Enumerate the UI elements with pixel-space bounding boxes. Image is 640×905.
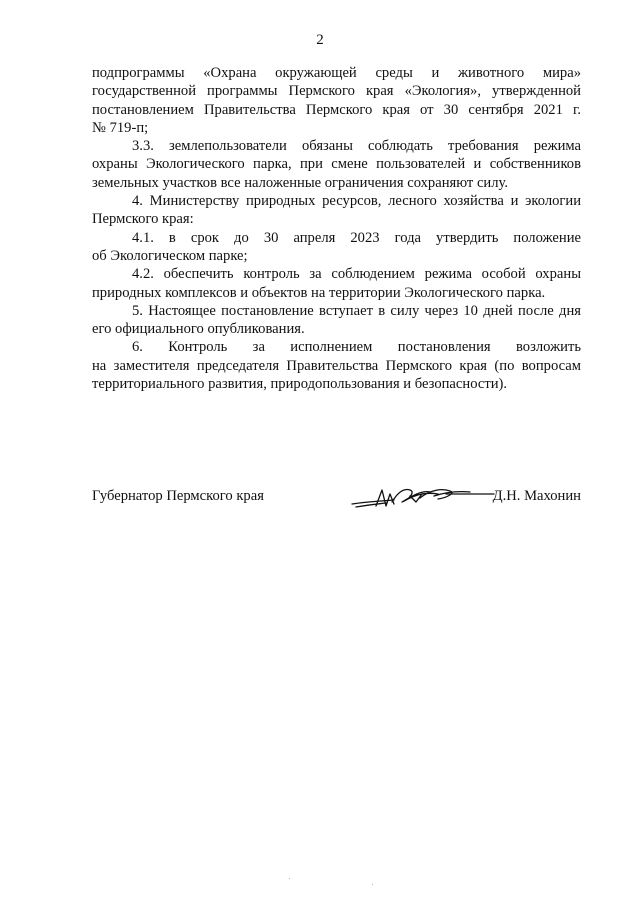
text-line: 5. Настоящее постановление вступает в силу через 10 дней после дня bbox=[132, 302, 581, 319]
text-line: государственной программы Пермского края «Экология», утвержденной bbox=[92, 83, 581, 100]
text-line: 3.3. землепользователи обязаны соблюдать требования режима bbox=[132, 138, 581, 155]
text-line: 4. Министерству природных ресурсов, лесного хозяйства и экологии bbox=[132, 193, 581, 210]
text-line: территориального развития, природопользования и безопасности). bbox=[92, 376, 508, 393]
page-number: 2 bbox=[316, 32, 324, 48]
text-line: № 719-п; bbox=[92, 119, 149, 136]
text-line: об Экологическом парке; bbox=[92, 247, 248, 264]
text-line: подпрограммы «Охрана окружающей среды и животного мира» bbox=[92, 65, 581, 81]
scan-speck bbox=[289, 878, 290, 879]
text-line: на заместителя председателя Правительства Пермского края (по вопросам bbox=[92, 357, 581, 374]
paragraph-3-3 bbox=[92, 137, 581, 192]
scan-speck bbox=[372, 884, 373, 885]
text-line: охраны Экологического парка, при смене пользователей и собственников bbox=[92, 156, 581, 173]
paragraph-4-1 bbox=[92, 229, 581, 266]
handwritten-signature bbox=[346, 482, 496, 512]
text-line: 4.2. обеспечить контроль за соблюдением режима особой охраны bbox=[132, 266, 581, 283]
signatory-name: Д.Н. Махонин bbox=[492, 488, 581, 504]
signature-block bbox=[92, 488, 581, 528]
text-line: природных комплексов и объектов на территории Экологического парка. bbox=[92, 284, 546, 301]
document-body bbox=[92, 64, 581, 393]
paragraph-4 bbox=[92, 192, 581, 229]
paragraph-5 bbox=[92, 302, 581, 339]
paragraph-continuation bbox=[92, 64, 581, 137]
text-line: 6. Контроль за исполнением постановления возложить bbox=[132, 339, 581, 356]
text-line: земельных участков все наложенные ограничения сохраняют силу. bbox=[92, 174, 509, 191]
paragraph-6 bbox=[92, 338, 581, 393]
text-line: 4.1. в срок до 30 апреля 2023 года утвердить положение bbox=[132, 229, 581, 246]
text-line: постановлением Правительства Пермского края от 30 сентября 2021 г. bbox=[92, 101, 581, 118]
text-line: его официального опубликования. bbox=[92, 321, 305, 338]
signatory-title: Губернатор Пермского края bbox=[92, 488, 264, 504]
paragraph-4-2 bbox=[92, 265, 581, 302]
text-line: Пермского края: bbox=[92, 211, 194, 228]
